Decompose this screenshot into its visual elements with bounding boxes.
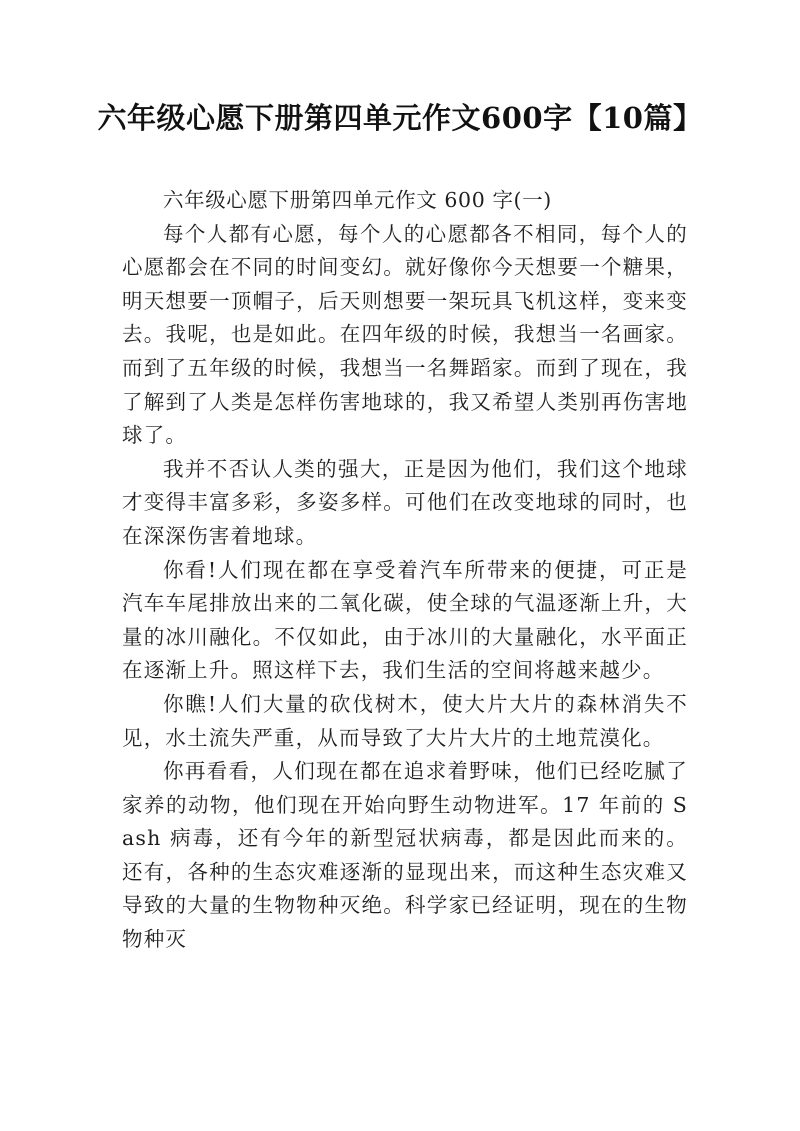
paragraph-1: 每个人都有心愿，每个人的心愿都各不相同，每个人的心愿都会在不同的时间变幻。就好像你今天想要一个糖果，明天想要一顶帽子，后天则想要一架玩具飞机这样，变来变去。我呢，也是如此。在四年级的时候，我想当一名画家。而到了五年级的时候，我想当一名舞蹈家。而到了现在，我了解到了人类是怎样伤害地球的，我又希望人类别再伤害地球了。 <box>122 221 688 448</box>
paragraph-2: 我并不否认人类的强大，正是因为他们，我们这个地球才变得丰富多彩，多姿多样。可他们在改变地球的同时，也在深深伤害着地球。 <box>122 456 688 548</box>
section-subtitle: 六年级心愿下册第四单元作文 600 字(一) <box>163 188 552 212</box>
paragraph-5: 你再看看，人们现在都在追求着野味，他们已经吃腻了家养的动物，他们现在开始向野生动物进军。17 年前的 Sash 病毒，还有今年的新型冠状病毒，都是因此而来的。还有，各种的生态灾难逐渐的显现出来，而这种生态灾难又导致的大量的生物物种灭绝。科学家已经证明，现在的生物物种灭 <box>122 759 688 952</box>
page-title: 六年级心愿下册第四单元作文600字【10篇】 <box>97 101 703 135</box>
paragraph-4: 你瞧!人们大量的砍伐树木，使大片大片的森林消失不见，水土流失严重，从而导致了大片大片的土地荒漠化。 <box>122 691 688 750</box>
paragraph-3: 你看!人们现在都在享受着汽车所带来的便捷，可正是汽车车尾排放出来的二氧化碳，使全球的气温逐渐上升，大量的冰川融化。不仅如此，由于冰川的大量融化，水平面正在逐渐上升。照这样下去，我们生活的空间将越来越少。 <box>122 557 688 683</box>
article-body <box>122 184 688 957</box>
